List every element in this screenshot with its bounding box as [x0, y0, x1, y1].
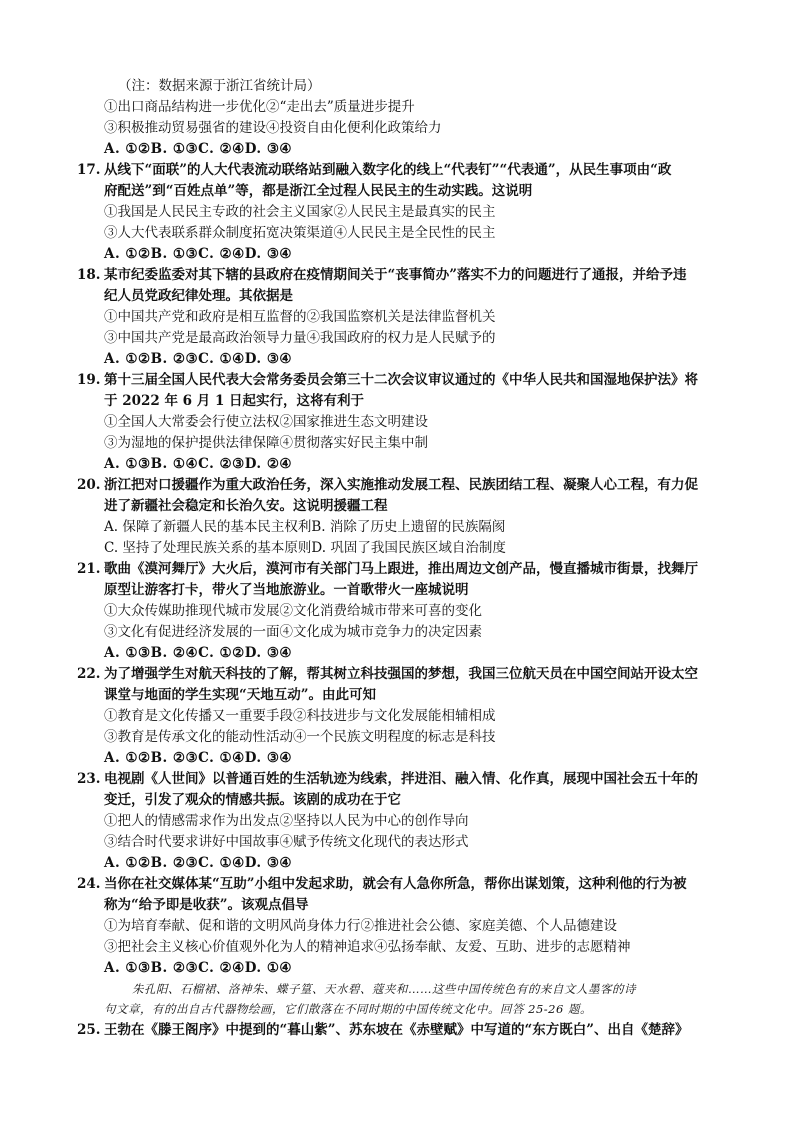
option-line: ①我国是人民民主专政的社会主义国家②人民民主是最真实的民主 [104, 204, 496, 220]
option-line: ①把人的情感需求作为出发点②坚持以人民为中心的创作导向 [104, 813, 469, 829]
question-text: 变迁，引发了观众的情感共振。该剧的成功在于它 [104, 792, 401, 808]
question-text: 称为“给予即是收获”。该观点倡导 [104, 897, 309, 913]
option-line: ③文化有促进经济发展的一面④文化成为城市竞争力的决定因素 [104, 624, 482, 640]
reading-passage: 朱孔阳、石榴裙、洛神朱、蝶子篁、天水碧、蔻夹和……这些中国传统色有的来自文人墨客的诗 [132, 982, 636, 996]
question-number: 24. [77, 876, 101, 892]
reading-passage: 句文章，有的出自古代器物绘画，它们散落在不同时期的中国传统文化中。回答 25-26 题。 [104, 1002, 592, 1016]
option-line: ③积极推动贸易强省的建设④投资自由化便利化政策给力 [104, 120, 442, 136]
question-text: 原型让游客打卡，带火了当地旅游业。一首歌带火一座城说明 [104, 582, 469, 598]
answer-choices: A. ①③B. ②③C. ②④D. ①④ [104, 960, 293, 976]
answer-choices: A. ①②B. ①③C. ②④D. ③④ [104, 141, 293, 157]
question-text: 某市纪委监委对其下辖的县政府在疫情期间关于“丧事简办”落实不力的问题进行了通报，并给予违 [104, 267, 687, 283]
question-text: 于 2022 年 6 月 1 日起实行，这将有利于 [104, 393, 365, 409]
question-text: 浙江把对口援疆作为重大政治任务，深入实施推动发展工程、民族团结工程、凝聚人心工程，有力促 [104, 477, 698, 493]
answer-choices: A. ①③B. ①④C. ②③D. ②④ [104, 456, 293, 472]
answer-choices: A. ①②B. ②③C. ①④D. ③④ [104, 351, 293, 367]
option-line: ①全国人大常委会行使立法权②国家推进生态文明建设 [104, 414, 428, 430]
option-line: ①中国共产党和政府是相互监督的②我国监察机关是法律监督机关 [104, 309, 496, 325]
question-text: 为了增强学生对航天科技的了解，帮其树立科技强国的梦想，我国三位航天员在中国空间站开设太空 [104, 666, 698, 682]
question-text: 从线下“面联”的人大代表流动联络站到融入数字化的线上“代表钉”“代表通”，从民生事项由“政 [104, 162, 672, 178]
option-line: ①教育是文化传播又一重要手段②科技进步与文化发展能相辅相成 [104, 708, 496, 724]
question-number: 23. [77, 771, 101, 787]
option-line: ③中国共产党是最高政治领导力量④我国政府的权力是人民赋予的 [104, 330, 496, 346]
question-number: 19. [77, 372, 101, 388]
question-number: 20. [77, 477, 101, 493]
answer-choices: A. ①③B. ②④C. ①②D. ③④ [104, 645, 293, 661]
question-text: 纪人员党政纪律处理。其依据是 [104, 288, 293, 304]
question-text: 课堂与地面的学生实现“天地互动”。由此可知 [104, 687, 377, 703]
option-line: ③结合时代要求讲好中国故事④赋予传统文化现代的表达形式 [104, 834, 469, 850]
option-line: ①大众传媒助推现代城市发展②文化消费给城市带来可喜的变化 [104, 603, 482, 619]
question-text: 进了新疆社会稳定和长治久安。这说明援疆工程 [104, 498, 388, 514]
option-line: ③为湿地的保护提供法律保障④贯彻落实好民主集中制 [104, 435, 428, 451]
option-line: C. 坚持了处理民族关系的基本原则D. 巩固了我国民族区域自治制度 [104, 540, 506, 556]
option-line: A. 保障了新疆人民的基本民主权利B. 消除了历史上遗留的民族隔阂 [104, 519, 506, 535]
question-number: 17. [77, 162, 101, 178]
question-number: 21. [77, 561, 101, 577]
question-text: 第十三届全国人民代表大会常务委员会第三十二次会议审议通过的《中华人民共和国湿地保护法》将 [104, 372, 698, 388]
question-text: 府配送”到“百姓点单”等，都是浙江全过程人民民主的生动实践。这说明 [104, 183, 533, 199]
answer-choices: A. ①②B. ②③C. ①④D. ③④ [104, 855, 293, 871]
option-line: ③把社会主义核心价值观外化为人的精神追求④弘扬奉献、友爱、互助、进步的志愿精神 [104, 939, 631, 955]
question-text: 电视剧《人世间》以普通百姓的生活轨迹为线索，拌进泪、融入情、化作真，展现中国社会五十年的 [104, 771, 698, 787]
option-line: ③人大代表联系群众制度拓宽决策渠道④人民民主是全民性的民主 [104, 225, 496, 241]
data-source-note: （注：数据来源于浙江省统计局） [118, 78, 321, 94]
answer-choices: A. ①②B. ①③C. ②④D. ③④ [104, 246, 293, 262]
question-text: 当你在社交媒体某“互助”小组中发起求助，就会有人急你所急，帮你出谋划策，这种利他的行为被 [104, 876, 687, 892]
question-number: 25. [77, 1022, 101, 1038]
question-number: 22. [77, 666, 101, 682]
question-text: 王勃在《滕王阁序》中提到的“暮山紫”、苏东坡在《赤壁赋》中写道的“东方既白”、出自《楚辞》 [104, 1022, 689, 1038]
option-line: ③教育是传承文化的能动性活动④一个民族文明程度的标志是科技 [104, 729, 496, 745]
question-text: 歌曲《漠河舞厅》大火后，漠河市有关部门马上跟进，推出周边文创产品，慢直播城市街景，找舞厅 [104, 561, 698, 577]
option-line: ①为培育奉献、促和谐的文明风尚身体力行②推进社会公德、家庭美德、个人品德建设 [104, 918, 617, 934]
option-line: ①出口商品结构进一步优化②“走出去”质量进步提升 [104, 99, 415, 115]
answer-choices: A. ①②B. ②③C. ①④D. ③④ [104, 750, 293, 766]
question-number: 18. [77, 267, 101, 283]
